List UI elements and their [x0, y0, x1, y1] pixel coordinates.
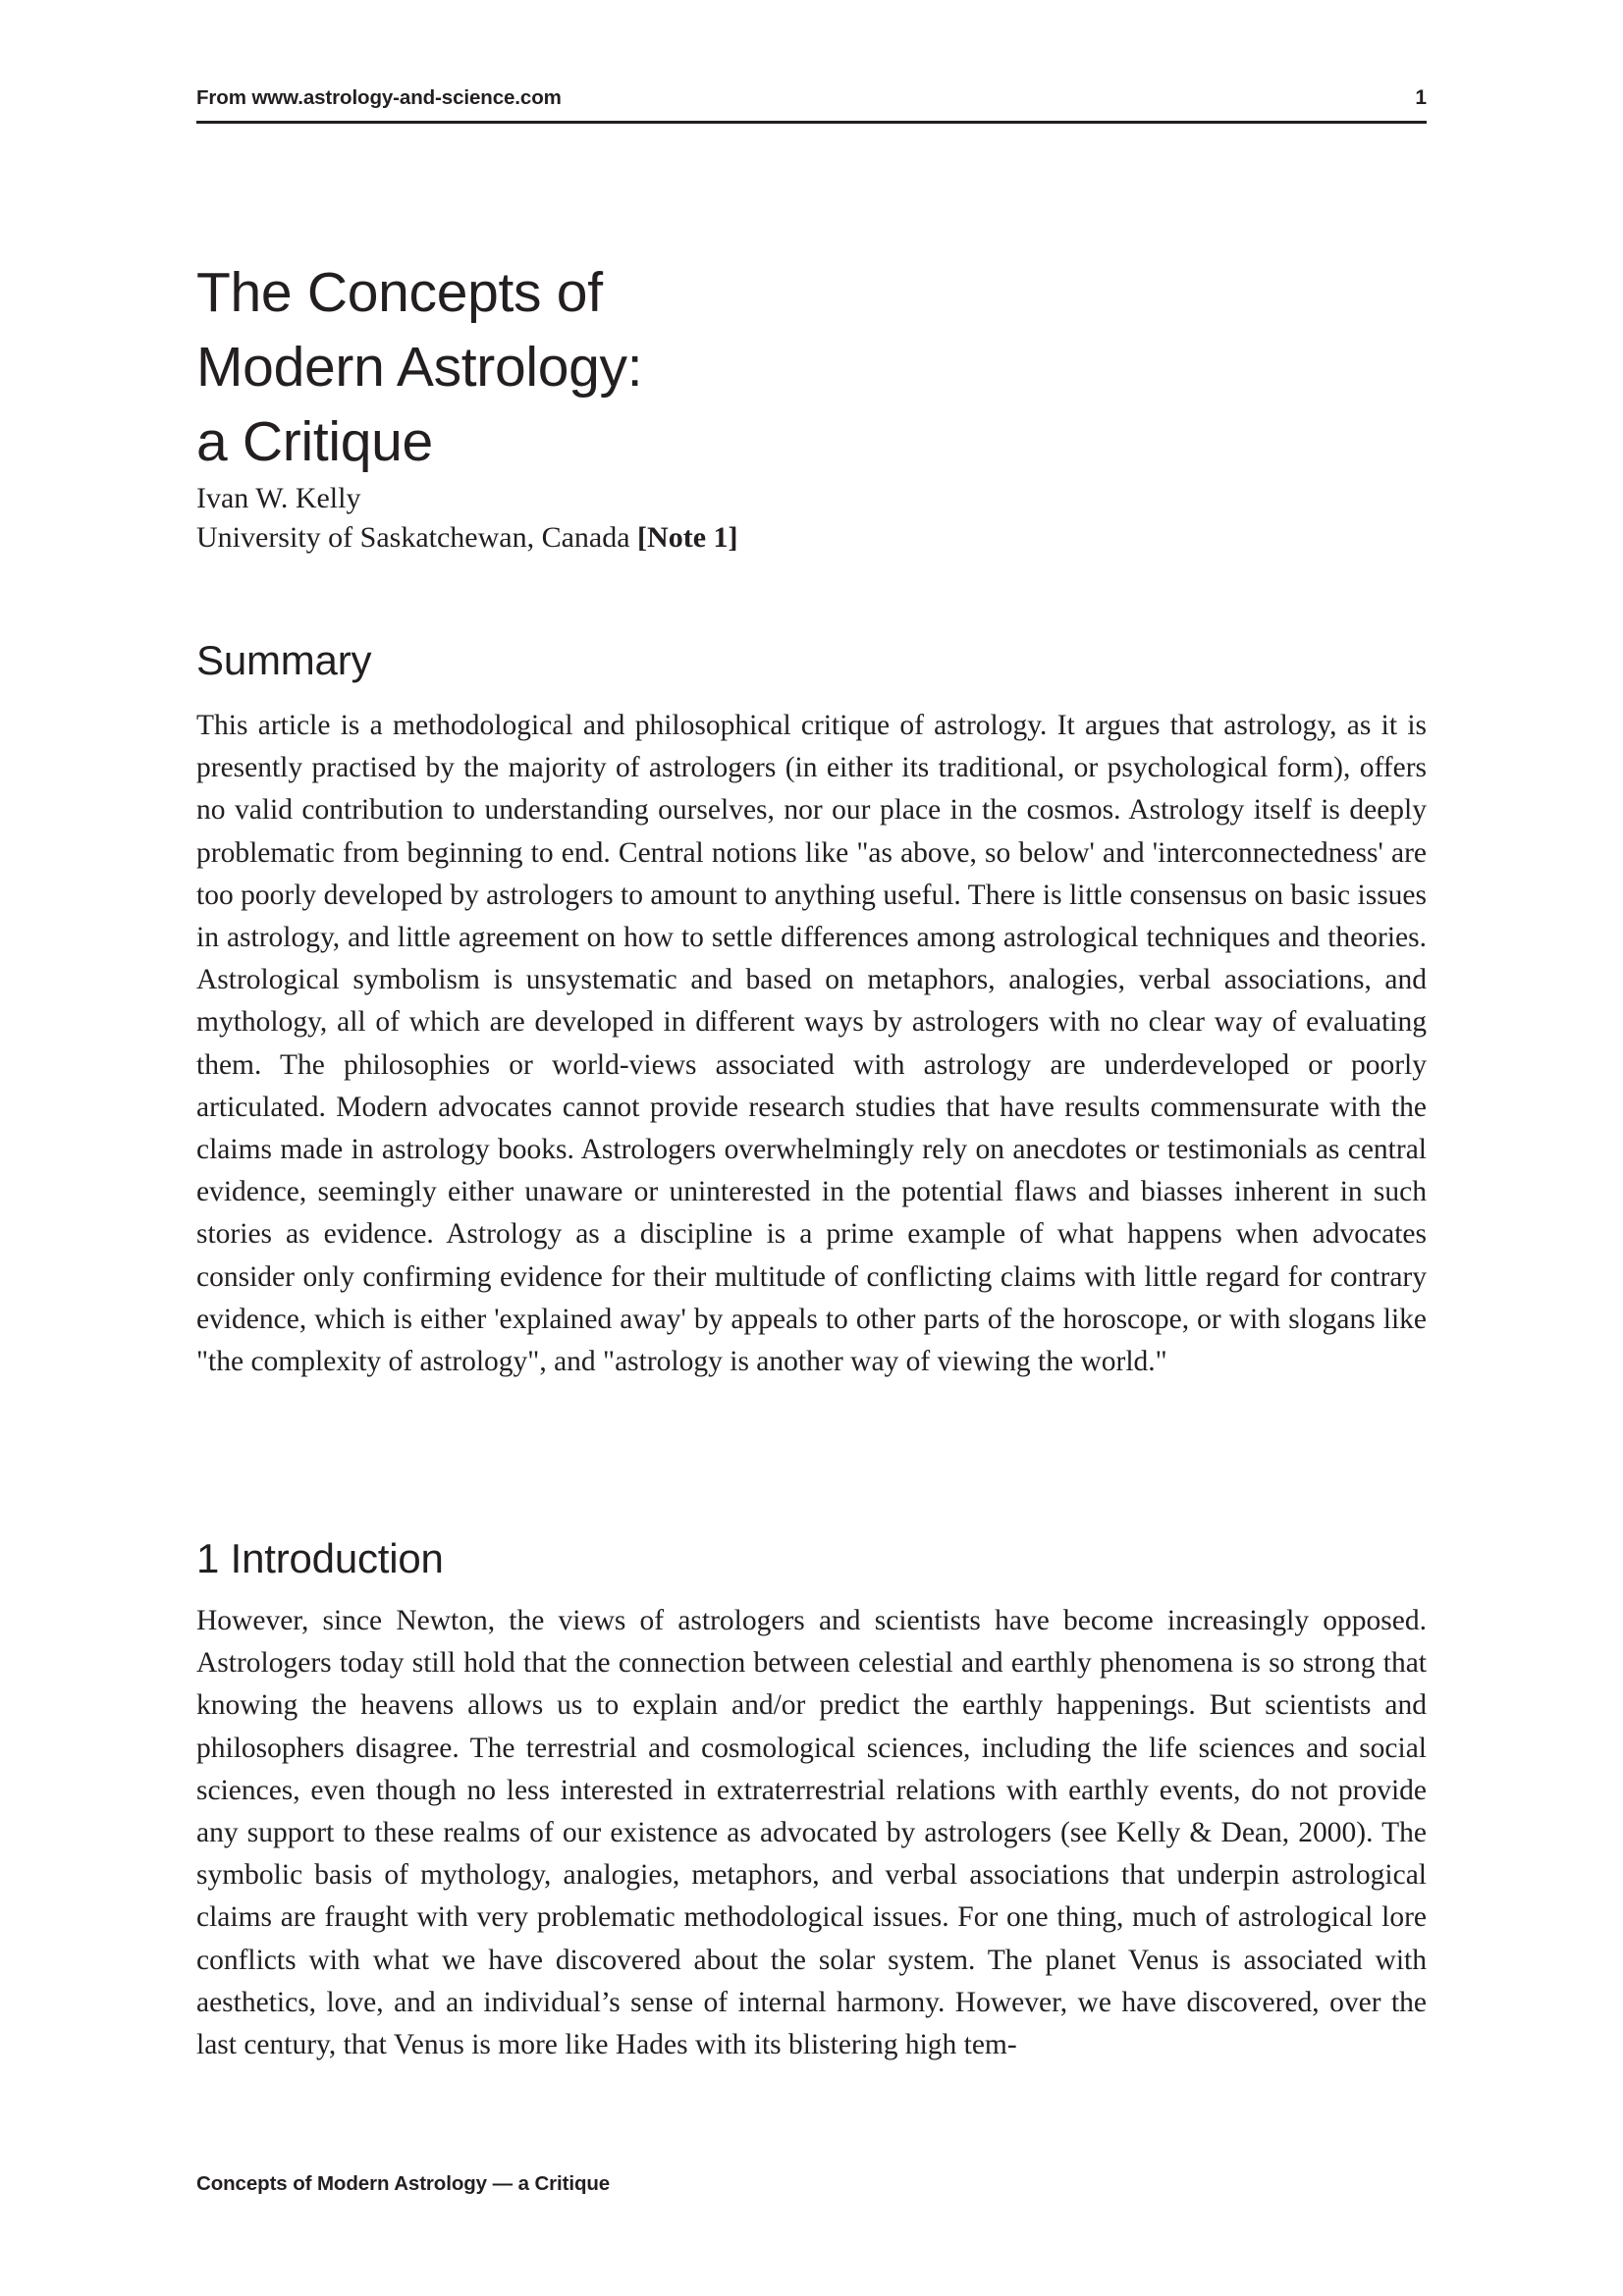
title-line-3: a Critique	[196, 410, 433, 474]
header-page-number: 1	[1415, 86, 1427, 109]
section-body-introduction: However, since Newton, the views of astrologers and scientists have become increasingly opposed. Astrologers today still hold that the connection between celestial and earthly phenomena is so strong that knowing the heavens allows us to explain and/or predict the earthly happenings. But scientists and philosophers disagree. The terrestrial and cosmological sciences, including the life sciences and social sciences, even though no less interested in extraterrestrial relations with earthly events, do not provide any support to these realms of our existence as advocated by astrologers (see Kelly & Dean, 2000). The symbolic basis of mythology, analogies, metaphors, and verbal associations that underpin astrological claims are fraught with very problematic methodological issues. For one thing, much of astrological lore conflicts with what we have discovered about the solar system. The planet Venus is associated with aesthetics, love, and an individual’s sense of internal harmony. However, we have discovered, over the last century, that Venus is more like Hades with its blistering high tem-	[196, 1605, 1427, 2061]
header-divider-rule	[196, 121, 1427, 124]
header-source-url: From www.astrology-and-science.com	[196, 86, 562, 109]
author-affiliation-line	[196, 518, 1427, 558]
author-block	[196, 479, 1427, 558]
running-footer: Concepts of Modern Astrology — a Critique	[196, 2172, 611, 2195]
author-name: Ivan W. Kelly	[196, 482, 361, 514]
running-header	[196, 86, 1427, 110]
section-heading-summary: Summary	[196, 636, 372, 683]
author-note-reference: [Note 1]	[637, 521, 738, 554]
page-content	[196, 0, 1427, 2296]
title-line-2: Modern Astrology:	[196, 336, 643, 400]
page-title	[196, 255, 1427, 479]
title-line-1: The Concepts of	[196, 261, 603, 325]
author-affiliation: University of Saskatchewan, Canada	[196, 521, 638, 554]
section-body-summary: This article is a methodological and philosophical critique of astrology. It argues that astrology, as it is presently practised by the majority of astrologers (in either its traditional, or psychological form), offers no valid contribution to understanding ourselves, nor our place in the cosmos. Astrology itself is deeply problematic from beginning to end. Central notions like "as above, so below' and 'interconnectedness' are too poorly developed by astrologers to amount to anything useful. There is little consensus on basic issues in astrology, and little agreement on how to settle differences among astrological techniques and theories. Astrological symbolism is unsystematic and based on metaphors, analogies, verbal associations, and mythology, all of which are developed in different ways by astrologers with no clear way of evaluating them. The philosophies or world-views associated with astrology are underdeveloped or poorly articulated. Modern advocates cannot provide research studies that have results commensurate with the claims made in astrology books. Astrologers overwhelmingly rely on anecdotes or testimonials as central evidence, seemingly either unaware or uninterested in the potential flaws and biasses inherent in such stories as evidence. Astrology as a discipline is a prime example of what happens when advocates consider only confirming evidence for their multitude of conflicting claims with little regard for contrary evidence, which is either 'explained away' by appeals to other parts of the horoscope, or with slogans like "the complexity of astrology", and "astrology is another way of viewing the world."	[196, 710, 1427, 1378]
section-heading-introduction: 1 Introduction	[196, 1534, 444, 1581]
